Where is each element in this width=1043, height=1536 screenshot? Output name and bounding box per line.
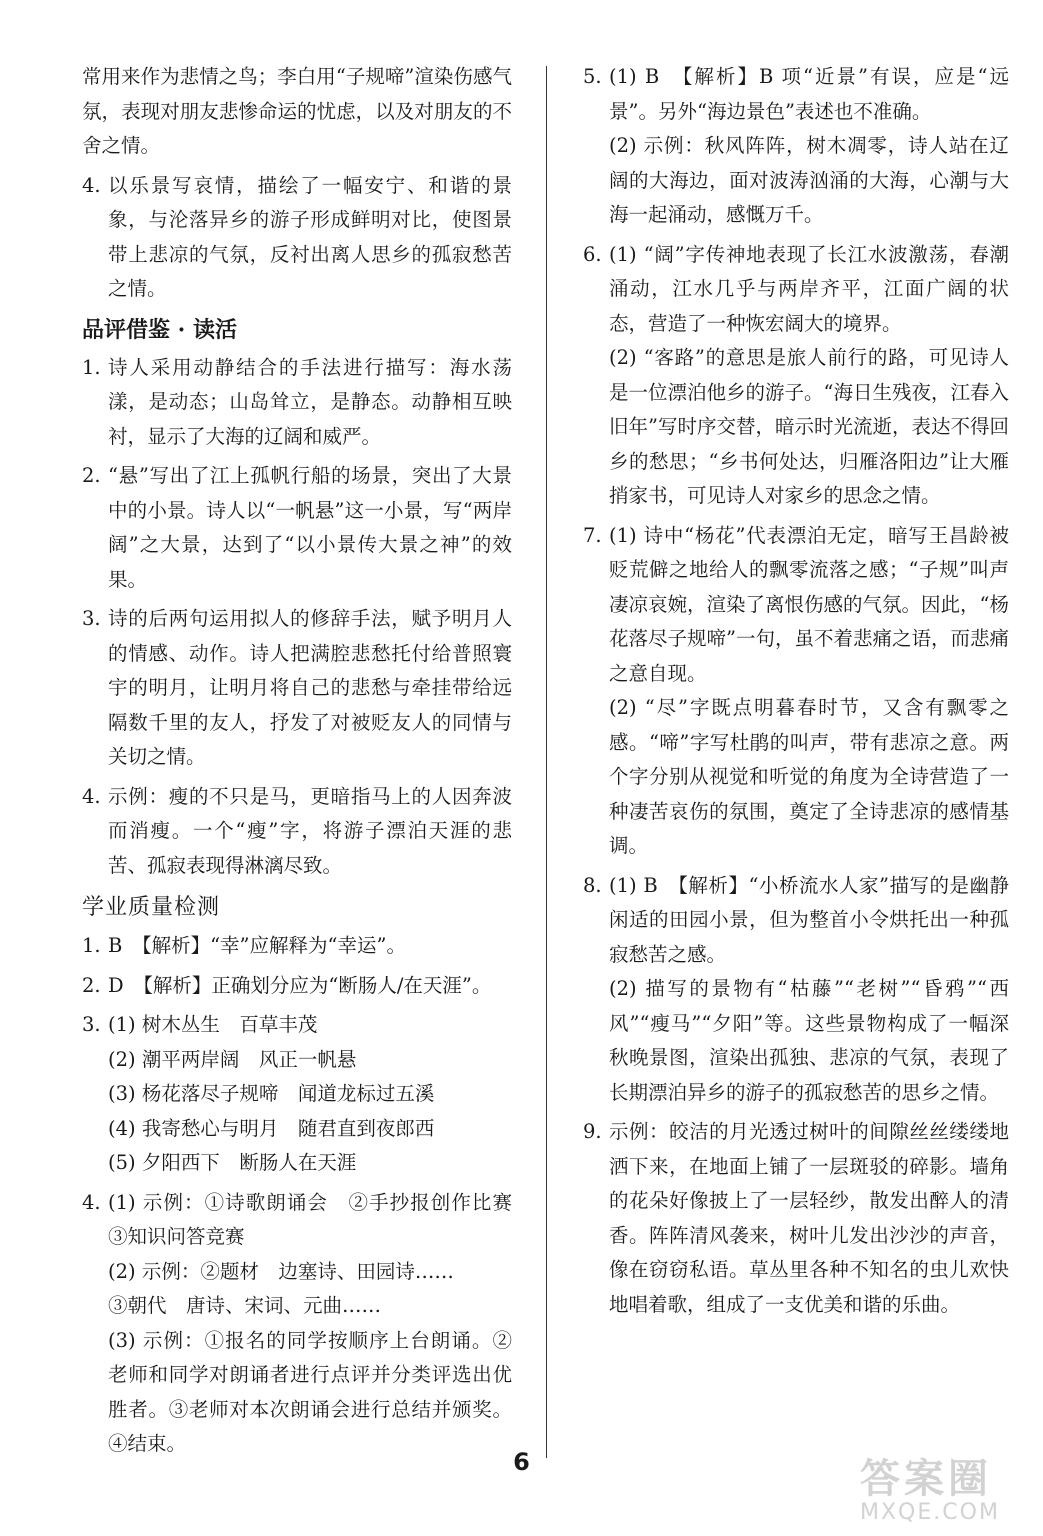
item-text: 诗人采用动静结合的手法进行描写：海水荡漾，是动态；山岛耸立，是静态。动静相互映衬，显示了大海的辽阔和威严。 xyxy=(108,355,512,448)
item-number: 1. xyxy=(82,355,101,379)
list-item xyxy=(82,1186,532,1462)
item-number: 1. xyxy=(82,934,101,957)
item-part: (2) 示例：②题材 边塞诗、田园诗…… xyxy=(108,1259,454,1283)
item-number: 6. xyxy=(583,242,602,266)
left-column xyxy=(82,60,532,1467)
list-item xyxy=(583,60,1009,233)
list-item xyxy=(583,869,1009,1111)
item-part: (1) 示例：①诗歌朗诵会 ②手抄报创作比赛 ③知识问答竞赛 xyxy=(108,1190,532,1248)
item-part: (1) 诗中“杨花”代表漂泊无定，暗写王昌龄被贬荒僻之地给人的飘零流落之感；“子规”叫声凄凉哀婉，渲染了离恨伤感的气氛。因此，“杨花落尽子规啼”一句，虽不着悲痛之语，而悲痛之意自现。 xyxy=(609,523,1009,685)
item-number: 3. xyxy=(82,1013,101,1036)
list-item xyxy=(82,780,512,884)
item-number: 7. xyxy=(583,523,602,547)
item-part: ③朝代 唐诗、宋词、元曲…… xyxy=(108,1294,382,1317)
item-part: (2) “尽”字既点明暮春时节，又含有飘零之感。“啼”字写杜鹃的叫声，带有悲凉之意。两个字分别从视觉和听觉的角度为全诗营造了一种凄苦哀伤的氛围，奠定了全诗悲凉的感情基调。 xyxy=(609,696,1009,857)
list-item xyxy=(583,238,1009,514)
page-number: 6 xyxy=(513,1448,530,1476)
item-line: (5) 夕阳西下 断肠人在天涯 xyxy=(108,1151,357,1174)
item-part: (1) B 【解析】B 项“近景”有误，应是“远景”。另外“海边景色”表述也不准确。 xyxy=(609,65,1009,123)
item-text: 以乐景写哀情，描绘了一幅安宁、和谐的景象，与沦落异乡的游子形成鲜明对比，使图景带上悲凉的气氛，反衬出离人思乡的孤寂愁苦之情。 xyxy=(108,173,512,300)
item-number: 2. xyxy=(82,464,101,487)
item-number: 8. xyxy=(583,873,602,897)
item-number: 3. xyxy=(82,607,101,630)
item-part: (1) “阔”字传神地表现了长江水波激荡，春潮涌动，江水几乎与两岸齐平，江面广阔的状态，营造了一种恢宏阔大的境界。 xyxy=(609,242,1009,335)
item-text: D 【解析】正确划分应为“断肠人/在天涯”。 xyxy=(108,973,492,997)
watermark-title: 答案圈 xyxy=(860,1456,992,1502)
section-heading: 品评借鉴 · 读活 xyxy=(82,316,237,343)
item-part: (2) “客路”的意思是旅人前行的路，可见诗人是一位漂泊他乡的游子。“海日生残夜，江春入旧年”写时序交替，暗示时光流逝，表达不得回乡的愁思；“乡书何处达，归雁洛阳边”让大雁捎家书，可见诗人对家乡的思念之情。 xyxy=(609,346,1009,507)
item-number: 4. xyxy=(82,173,101,197)
watermark-logo xyxy=(860,1458,1030,1532)
item-line: (4) 我寄愁心与明月 随君直到夜郎西 xyxy=(108,1116,435,1140)
item-text: 诗的后两句运用拟人的修辞手法，赋予明月人的情感、动作。诗人把满腔悲愁托付给普照寰宇的明月，让明月将自己的悲愁与牵挂带给远隔数千里的友人，抒发了对被贬友人的同情与关切之情。 xyxy=(108,607,512,768)
continued-answer: 常用来作为悲情之鸟；李白用“子规啼”渲染伤感气氛，表现对朋友悲惨命运的忧虑，以及对朋友的不舍之情。 xyxy=(82,65,512,157)
column-divider xyxy=(546,66,547,1458)
list-item xyxy=(82,459,512,597)
watermark-url: MXQE.COM xyxy=(860,1500,1000,1525)
list-item xyxy=(82,169,512,307)
item-line: (2) 潮平两岸阔 风正一帆悬 xyxy=(108,1047,357,1071)
list-item xyxy=(82,969,512,1004)
right-column xyxy=(583,60,1009,1327)
item-number: 4. xyxy=(82,784,101,808)
item-line: (3) 杨花落尽子规啼 闻道龙标过五溪 xyxy=(108,1082,435,1105)
item-part: (3) 示例：①报名的同学按顺序上台朗诵。②老师和同学对朗诵者进行点评并分类评选出优胜者。③老师对本次朗诵会进行总结并颁奖。④结束。 xyxy=(108,1328,512,1455)
item-text: 示例：皎洁的月光透过树叶的间隙丝丝缕缕地洒下来，在地面上铺了一层斑驳的碎影。墙角的花朵好像披上了一层轻纱，散发出醉人的清香。阵阵清风袭来，树叶儿发出沙沙的声音，像在窃窃私语。草丛里各种不知名的虫儿欢快地唱着歌，组成了一支优美和谐的乐曲。 xyxy=(609,1120,1009,1316)
section-heading: 学业质量检测 xyxy=(82,895,221,920)
item-number: 2. xyxy=(82,973,101,997)
list-item xyxy=(583,1115,1009,1322)
item-number: 4. xyxy=(82,1190,101,1214)
list-item xyxy=(583,519,1009,864)
list-item xyxy=(82,929,512,964)
item-text: B 【解析】“幸”应解释为“幸运”。 xyxy=(108,934,406,957)
list-item xyxy=(82,351,512,455)
item-text: 示例：瘦的不只是马，更暗指马上的人因奔波而消瘦。一个“瘦”字，将游子漂泊天涯的悲苦、孤寂表现得淋漓尽致。 xyxy=(108,784,512,877)
item-part: (1) B 【解析】“小桥流水人家”描写的是幽静闲适的田园小景，但为整首小令烘托出一种孤寂愁苦之感。 xyxy=(609,873,1009,966)
item-part: (2) 描写的景物有“枯藤”“老树”“昏鸦”“西风”“瘦马”“夕阳”等。这些景物构成了一幅深秋晚景图，渲染出孤独、悲凉的气氛，表现了长期漂泊异乡的游子的孤寂愁苦的思乡之情。 xyxy=(609,977,1009,1104)
item-part: (2) 示例：秋风阵阵，树木凋零，诗人站在辽阔的大海边，面对波涛汹涌的大海，心潮与大海一起涌动，感慨万千。 xyxy=(609,134,1009,226)
list-item xyxy=(82,602,512,775)
item-number: 5. xyxy=(583,65,602,88)
list-item xyxy=(82,1008,512,1181)
item-line: (1) 树木丛生 百草丰茂 xyxy=(108,1013,318,1036)
item-number: 9. xyxy=(583,1120,602,1143)
item-text: “悬”写出了江上孤帆行船的场景，突出了大景中的小景。诗人以“一帆悬”这一小景，写“两岸阔”之大景，达到了“以小景传大景之神”的效果。 xyxy=(108,464,512,591)
